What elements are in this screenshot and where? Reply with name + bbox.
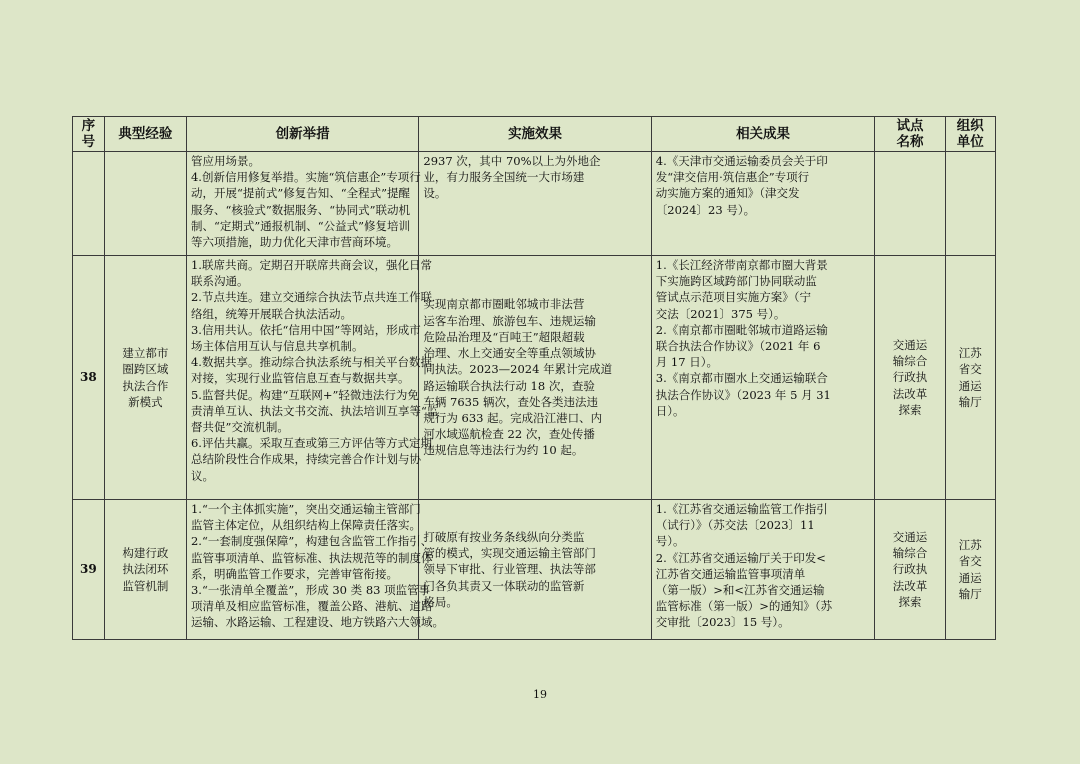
cell-line: 探索 bbox=[898, 402, 922, 417]
cell-line: 1.“一个主体抓实施”，突出交通运输主管部门 bbox=[190, 502, 421, 516]
cell-line: 设。 bbox=[423, 186, 447, 201]
cell-line: （第一版）>和<江苏省交通运输 bbox=[655, 583, 825, 598]
cell-experience bbox=[104, 500, 186, 640]
cell-line: 规行为 633 起。完成沿江港口、内 bbox=[423, 410, 603, 425]
cell-line: 车辆 7635 辆次，查处各类违法违 bbox=[423, 394, 598, 409]
cell-line: 对接，实现行业监管信息互查与数据共享。 bbox=[190, 371, 410, 386]
table-row bbox=[73, 500, 996, 640]
cell-line: 输综合 bbox=[892, 546, 928, 561]
cell-line: 省交 bbox=[958, 362, 982, 377]
cell-line: 交法〔2021〕375 号）。 bbox=[655, 306, 786, 321]
cell-line: 联合执法合作协议》（2021 年 6 bbox=[655, 339, 821, 354]
cell-line: 输综合 bbox=[892, 354, 928, 369]
cell-line: 动实施方案的通知》（津交发 bbox=[655, 186, 800, 201]
cell-line: 责清单互认、执法文书交流、执法培训互享等“监 bbox=[190, 403, 439, 418]
cell-line: 发“津交信用·筑信惠企”专项行 bbox=[655, 170, 810, 185]
cell-line: 总结阶段性合作成果，持续完善合作计划与协 bbox=[190, 452, 421, 467]
cell-line: 路运输联合执法行动 18 次，查验 bbox=[423, 378, 595, 393]
cell-line: 危险品治理及“百吨王”超限超载 bbox=[423, 329, 585, 344]
cell-line: 业，有力服务全国统一大市场建 bbox=[423, 170, 585, 185]
cell-pilot bbox=[875, 152, 945, 256]
cell-line: 治理、水上交通安全等重点领域协 bbox=[423, 346, 596, 361]
cell-line: 议。 bbox=[190, 468, 214, 483]
cell-line: 4.《天津市交通运输委员会关于印 bbox=[655, 154, 828, 168]
cell-org bbox=[945, 500, 995, 640]
header-no: 序 号 bbox=[73, 117, 105, 152]
cell-line: 3.信用共认。依托“信用中国”等网站，形成市 bbox=[190, 322, 421, 337]
cell-line: 江苏 bbox=[958, 346, 982, 361]
cell-line: 制、“定期式”通报机制、“公益式”修复培训 bbox=[190, 218, 410, 233]
cell-line: 违规信息等违法行为约 10 起。 bbox=[423, 443, 584, 458]
cell-results bbox=[651, 256, 875, 500]
cell-line: 打破原有按业务条线纵向分类监 bbox=[423, 529, 585, 544]
cell-line: 2.“一套制度强保障”，构建包含监管工作指引、 bbox=[190, 534, 433, 549]
cell-no bbox=[73, 152, 105, 256]
cell-results bbox=[651, 500, 875, 640]
table-header-row bbox=[73, 117, 996, 152]
cell-no: 39 bbox=[73, 500, 105, 640]
cell-line: 运客车治理、旅游包车、违规运输 bbox=[423, 313, 596, 328]
cell-line: 河水域巡航检查 22 次，查处传播 bbox=[423, 427, 595, 442]
cell-line: 执法闭环 bbox=[122, 562, 169, 577]
header-effects: 实施效果 bbox=[419, 117, 651, 152]
cell-line: 交通运 bbox=[892, 529, 928, 544]
table-row bbox=[73, 256, 996, 500]
cell-line: 〔2024〕23 号）。 bbox=[655, 202, 756, 217]
cell-results bbox=[651, 152, 875, 256]
cell-measures bbox=[186, 152, 421, 256]
cell-line: 5.监督共促。构建“互联网+”轻微违法行为免 bbox=[190, 387, 419, 402]
cell-measures bbox=[186, 256, 439, 500]
cell-line: 场主体信用互认与信息共享机制。 bbox=[190, 339, 364, 354]
pilot-experience-table bbox=[72, 116, 996, 640]
cell-line: 服务、“核验式”数据服务、“协同式”联动机 bbox=[190, 202, 410, 217]
cell-line: 2937 次，其中 70%以上为外地企 bbox=[423, 154, 601, 168]
cell-line: 日）。 bbox=[655, 403, 685, 418]
header-results: 相关成果 bbox=[651, 117, 875, 152]
cell-line: 通运 bbox=[958, 378, 982, 393]
cell-line: 管应用场景。 bbox=[190, 154, 260, 168]
cell-line: 3.“一张清单全覆盖”，形成 30 类 83 项监管事 bbox=[190, 583, 431, 598]
cell-line: 动，开展“提前式”修复告知、“全程式”提醒 bbox=[190, 186, 410, 201]
cell-line: 项清单及相应监管标准，覆盖公路、港航、道路 bbox=[190, 599, 433, 614]
cell-line: 3.《南京都市圈水上交通运输联合 bbox=[655, 371, 828, 386]
cell-line: 号）。 bbox=[655, 534, 685, 549]
cell-line: 输厅 bbox=[958, 586, 982, 601]
cell-line: 4.创新信用修复举措。实施“筑信惠企”专项行 bbox=[190, 170, 421, 185]
header-org: 组织 单位 bbox=[945, 117, 995, 152]
cell-org bbox=[945, 152, 995, 256]
header-pilot: 试点 名称 bbox=[875, 117, 945, 152]
page-number: 19 bbox=[533, 688, 547, 701]
cell-pilot bbox=[875, 500, 945, 640]
cell-line: 2.《南京都市圈毗邻城市道路运输 bbox=[655, 322, 828, 337]
cell-line: 江苏省交通运输监管事项清单 bbox=[655, 566, 806, 581]
cell-line: 监管事项清单、监管标准、执法规范等的制度体 bbox=[190, 550, 433, 565]
cell-pilot bbox=[875, 256, 945, 500]
cell-line: 4.数据共享。推动综合执法系统与相关平台数据 bbox=[190, 355, 432, 370]
cell-line: 督共促”交流机制。 bbox=[190, 420, 289, 435]
cell-line: 月 17 日）。 bbox=[655, 355, 718, 370]
cell-effects bbox=[419, 256, 651, 500]
cell-line: 监管主体定位，从组织结构上保障责任落实。 bbox=[190, 518, 421, 533]
cell-line: 联系沟通。 bbox=[190, 274, 249, 289]
cell-line: 下实施跨区域跨部门协同联动监 bbox=[655, 274, 817, 289]
header-experience: 典型经验 bbox=[104, 117, 186, 152]
cell-line: 管的模式，实现交通运输主管部门 bbox=[423, 546, 596, 561]
cell-line: 构建行政 bbox=[122, 546, 169, 561]
cell-line: 等六项措施，助力优化天津市营商环境。 bbox=[190, 235, 398, 250]
cell-experience bbox=[104, 256, 186, 500]
cell-line: 通运 bbox=[958, 570, 982, 585]
cell-line: 法改革 bbox=[892, 386, 928, 401]
cell-line: 同执法。2023—2024 年累计完成道 bbox=[423, 362, 613, 377]
cell-line: 交通运 bbox=[892, 337, 928, 352]
cell-org bbox=[945, 256, 995, 500]
cell-line: 系，明确监管工作要求，完善审管衔接。 bbox=[190, 566, 398, 581]
cell-line: 法改革 bbox=[892, 578, 928, 593]
cell-line: 新模式 bbox=[128, 394, 163, 409]
cell-line: 6.评估共赢。采取互查或第三方评估等方式定期 bbox=[190, 436, 432, 451]
cell-experience bbox=[104, 152, 186, 256]
header-measures: 创新举措 bbox=[186, 117, 418, 152]
cell-effects bbox=[419, 152, 651, 256]
cell-line: 交审批〔2023〕15 号）。 bbox=[655, 615, 790, 630]
cell-line: 管试点示范项目实施方案》（宁 bbox=[655, 290, 812, 305]
cell-line: 实现南京都市圈毗邻城市非法营 bbox=[423, 297, 585, 312]
cell-line: 1.《江苏省交通运输监管工作指引 bbox=[655, 502, 828, 516]
cell-line: 执法合作协议》（2023 年 5 月 31 bbox=[655, 387, 831, 402]
cell-line: 格局。 bbox=[423, 594, 458, 609]
cell-line: 门各负其责又一体联动的监管新 bbox=[423, 578, 585, 593]
cell-line: 监管机制 bbox=[122, 578, 169, 593]
cell-line: 执法合作 bbox=[122, 378, 169, 393]
cell-line: 领导下审批、行业管理、执法等部 bbox=[423, 562, 596, 577]
cell-line: 省交 bbox=[958, 554, 982, 569]
cell-line: 行政执 bbox=[892, 370, 928, 385]
cell-line: 运输、水路运输、工程建设、地方铁路六大领域。 bbox=[190, 615, 444, 630]
cell-line: 行政执 bbox=[892, 562, 928, 577]
cell-line: 2.节点共连。建立交通综合执法节点共连工作联 bbox=[190, 290, 432, 305]
cell-line: 络组，统筹开展联合执法活动。 bbox=[190, 306, 352, 321]
cell-line: 江苏 bbox=[958, 538, 982, 553]
cell-line: 圈跨区域 bbox=[122, 362, 169, 377]
cell-no: 38 bbox=[73, 256, 105, 500]
cell-line: 2.《江苏省交通运输厅关于印发< bbox=[655, 550, 826, 565]
cell-line: 探索 bbox=[898, 594, 922, 609]
table-row bbox=[73, 152, 996, 256]
cell-line: 1.联席共商。定期召开联席共商会议，强化日常 bbox=[190, 258, 432, 272]
cell-line: 监管标准（第一版）>的通知》（苏 bbox=[655, 599, 833, 614]
cell-line: （试行）》（苏交法〔2023〕11 bbox=[655, 518, 815, 533]
cell-line: 输厅 bbox=[958, 394, 982, 409]
cell-line: 1.《长江经济带南京都市圈大背景 bbox=[655, 258, 828, 272]
cell-effects bbox=[419, 500, 651, 640]
cell-line: 建立都市 bbox=[122, 346, 169, 361]
